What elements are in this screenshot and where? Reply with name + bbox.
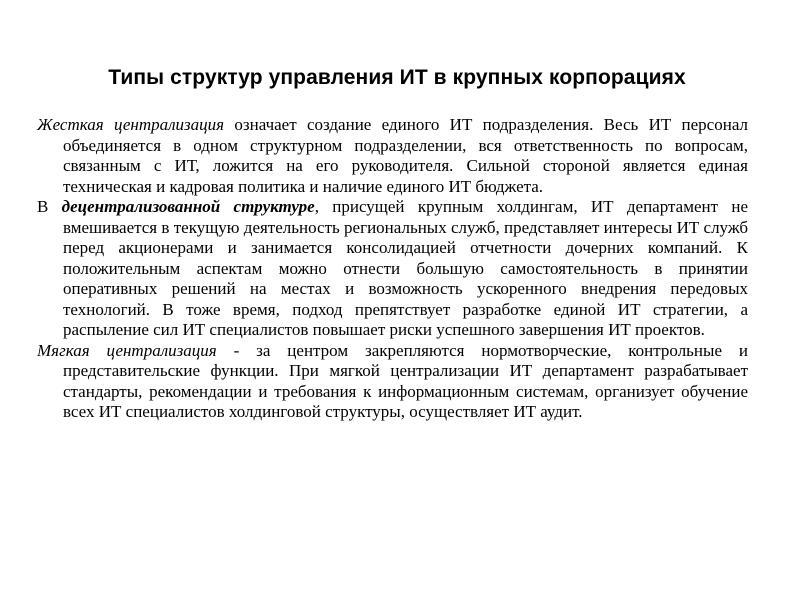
slide-body bbox=[37, 115, 748, 423]
term-decentralized-structure: децентрализованной структуре bbox=[61, 197, 315, 216]
paragraph-decentralized-structure bbox=[37, 197, 748, 341]
slide-title: Типы структур управления ИТ в крупных корпорациях bbox=[108, 66, 686, 89]
paragraph-lead: В bbox=[37, 197, 62, 216]
paragraph-text: - за центром закрепляются нормотворческие, контрольные и представительские функции. При мягкой централизации ИТ департамент разрабатывает стандарты, рекомендации и требования к информационным системам, организует обучение всех ИТ специалистов холдинговой структуры, осуществляет ИТ аудит. bbox=[63, 340, 748, 421]
paragraph-soft-centralization bbox=[37, 341, 748, 423]
paragraph-hard-centralization bbox=[37, 115, 748, 197]
term-soft-centralization: Мягкая централизация bbox=[37, 340, 217, 360]
paragraph-text: , присущей крупным холдингам, ИТ департамент не вмешивается в текущую деятельность региональных служб, представляет интересы ИТ служб перед акционерами и занимается консолидацией отчетности дочерних компаний. К положительным аспектам можно отнести большую самостоятельность в принятии оперативных решений на местах и возможность ускоренного внедрения передовых технологий. В тоже время, подход препятствует разработке единой ИТ стратегии, а распыление сил ИТ специалистов повышает риски успешного завершения ИТ проектов. bbox=[63, 197, 748, 339]
paragraph-text: означает создание единого ИТ подразделения. Весь ИТ персонал объединяется в одном структурном подразделении, вся ответственность по вопросам, связанным с ИТ, ложится на его руководителя. Сильной стороной является единая техническая и кадровая политика и наличие единого ИТ бюджета. bbox=[63, 115, 748, 196]
term-hard-centralization: Жесткая централизация bbox=[37, 115, 225, 134]
